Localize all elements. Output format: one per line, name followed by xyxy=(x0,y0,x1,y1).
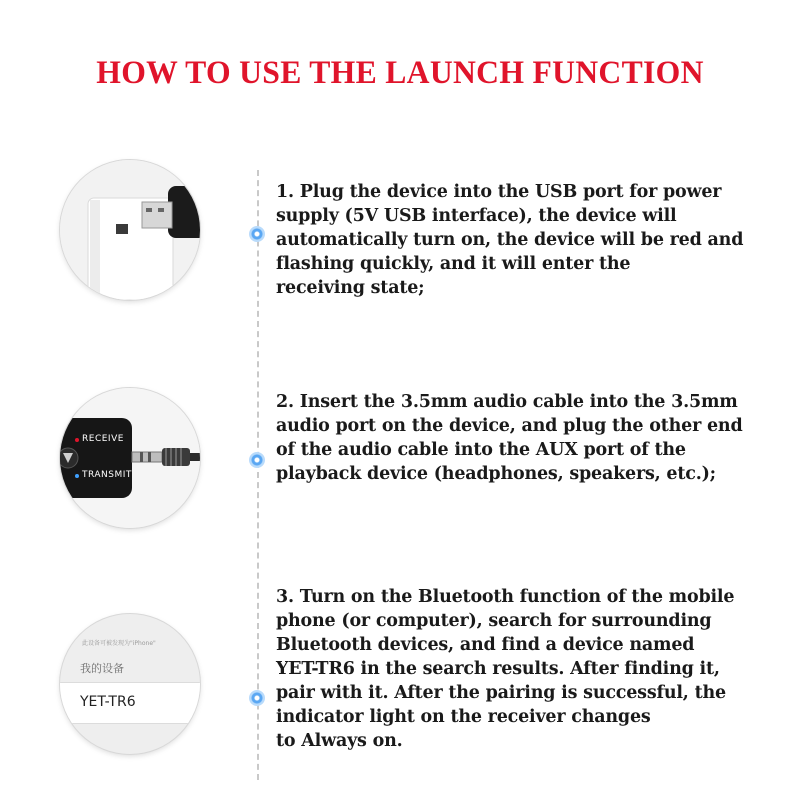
usb-device-image xyxy=(60,160,200,300)
phone-bluetooth-image xyxy=(60,614,200,754)
audio-jack-icon xyxy=(60,388,200,528)
timeline-dot xyxy=(249,452,265,468)
my-devices-header: 我的设备 xyxy=(80,662,124,675)
device-row[interactable] xyxy=(60,682,200,724)
usb-device-icon xyxy=(60,160,200,300)
step-3-text: 3. Turn on the Bluetooth function of the mobile phone (or computer), search for surrounding Bluetooth devices, and find a device named YET-TR6 in the search results. After finding it, pair with it. After the pairing is successful, the indicator light on the receiver changes to Always on. xyxy=(276,587,735,751)
audio-jack-image xyxy=(60,388,200,528)
receive-label: RECEIVE xyxy=(82,434,124,444)
timeline-dot xyxy=(249,226,265,242)
transmit-label: TRANSMIT xyxy=(82,470,132,480)
toggle-on-icon xyxy=(188,630,200,644)
step-1-text: 1. Plug the device into the USB port for power supply (5V USB interface), the device will automatically turn on, the device will be red and flashing quickly, and it will enter the receiving state; xyxy=(276,182,744,298)
page-title: HOW TO USE THE LAUNCH FUNCTION xyxy=(96,55,704,91)
timeline-dot xyxy=(249,690,265,706)
step-2-text: 2. Insert the 3.5mm audio cable into the 3.5mm audio port on the device, and plug the other end of the audio cable into the AUX port of the playback device (headphones, speakers, etc.); xyxy=(276,392,743,484)
discoverable-hint: 此设备可被发现为"iPhone" xyxy=(82,640,156,647)
timeline-line xyxy=(257,170,259,780)
device-name: YET-TR6 xyxy=(80,694,136,710)
